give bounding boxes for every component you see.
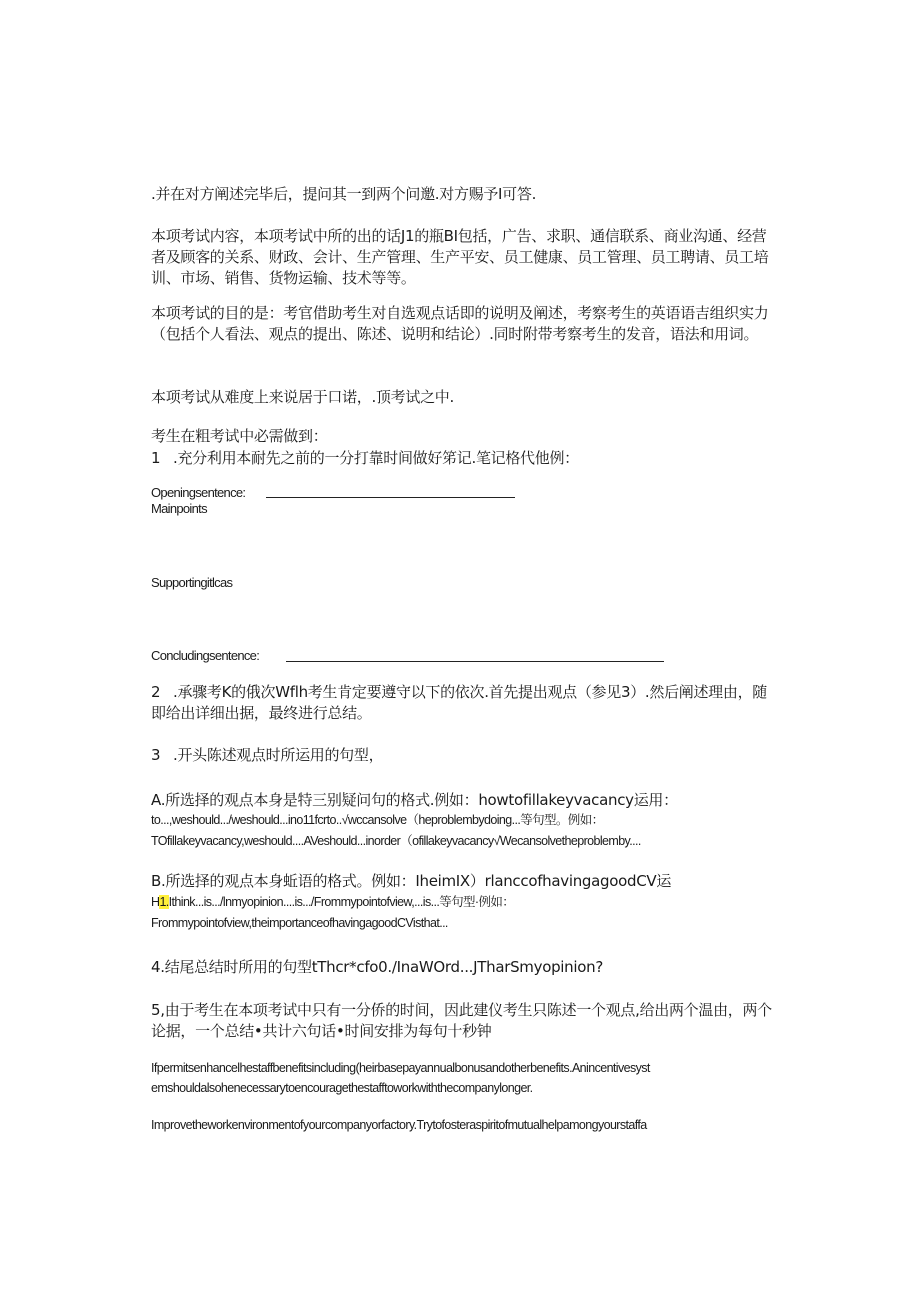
template-concluding-label: Concludingsentence: xyxy=(151,648,260,663)
subsection-b-line2 xyxy=(151,892,781,912)
subsection-a-line2: to...,weshould.../weshould...ino11fcrto..√wccansolve（heproblembydoing...等句型。例如： xyxy=(151,813,604,827)
subsection-b-line3: Frommypointofview,theimportanceofhavingagoodCVisthat... xyxy=(151,916,448,930)
opening-blank-line xyxy=(266,497,515,498)
subsection-a-line3: TOfillakeyvacancy,weshould....AVeshould...inorder（ofillakeyvacancy√Wecansolvetheproblemby.... xyxy=(151,834,641,848)
list-item-2 xyxy=(151,682,781,724)
paragraph-content: 本项考试内容，本项考试中所的出的话J1的瓶BI包括，广告、求职、通信联系、商业沟通、经营者及顾客的关系、财政、会计、生产管理、生产平安、员工健康、员工管理、员工聘请、员工培训、市场、销售、货物运输、技术等等。 xyxy=(151,227,769,287)
subsection-b-line1: B.所选择的观点本身蚯语的格式。例如：IheimIX）rlanccofhavingagoodCV运 xyxy=(151,872,672,890)
highlighted-text: 1. xyxy=(159,895,169,909)
template-supporting-label: Supportingitlcas xyxy=(151,575,233,590)
english-paragraph-2: Improvetheworkenvironmentofyourcompanyorfactory.Trytofosteraspiritofmutualhelpamongyourstaffa xyxy=(151,1118,647,1132)
list-item-5: 5,由于考生在本项考试中只有一分侨的时间，因此建仪考生只陈述一个观点,给出两个温由，两个论据，一个总结•共计六句话•时间安排为每句十秒钟 xyxy=(151,1001,772,1040)
list-item-text: .开头陈述观点时所运用的句型， xyxy=(173,746,384,764)
text-suffix: Ithink...is.../lnmyopinion....is.../Frommypointofview,...is...等句型·例如： xyxy=(168,895,515,909)
paragraph-requirements: 考生在粗考试中必需做到： xyxy=(151,427,328,445)
list-item-4: 4.结尾总结时所用的句型tThcr*cfo0./InaWOrd...JTharSmyopinion? xyxy=(151,958,603,976)
list-item-text: .承骤考K的俄次Wflh考生肯定要遵守以下的依次.首先提出观点（参见3）.然后阐述理由，随即给出详细出据，最终进行总结。 xyxy=(151,683,767,722)
text-prefix: H xyxy=(151,895,160,909)
subsection-a-line1: A.所选择的观点本身是特三别疑问句的格式.例如：howtofillakeyvacancy运用： xyxy=(151,791,678,809)
list-item-number: 2 xyxy=(151,683,161,701)
paragraph-intro: .并在对方阐述完毕后，提问其一到两个问邀.对方赐予I可答. xyxy=(151,185,537,203)
english-paragraph-1-line2: emshouldalsohenecessarytoencouragethestafftoworkwiththecompanylonger. xyxy=(151,1081,533,1095)
list-item-number: 1 xyxy=(151,449,161,467)
paragraph-purpose: 本项考试的目的是：考官借助考生对自选观点话即的说明及阐述，考察考生的英语语吉组织实力（包括个人看法、观点的提出、陈述、说明和结论）.同时附带考察考生的发音，语法和用词。 xyxy=(151,304,769,343)
list-item-text: .充分利用本耐先之前的一分打靠时间做好笫记.笔记格代他例： xyxy=(173,449,579,467)
list-item-number: 3 xyxy=(151,746,161,764)
paragraph-difficulty: 本项考试从难度上来说居于口诺，.顶考试之中. xyxy=(151,388,454,406)
list-item-3 xyxy=(151,745,781,766)
template-opening-label: Openingsentence: xyxy=(151,485,246,500)
concluding-blank-line xyxy=(286,661,664,662)
template-main-label: Mainpoints xyxy=(151,501,207,516)
list-item-1 xyxy=(151,448,781,469)
english-paragraph-1-line1: Ifpermitsenhancelhestaffbenefitsincluding(heirbasepayannualbonusandotherbenefits.Anincentivesyst xyxy=(151,1061,650,1075)
